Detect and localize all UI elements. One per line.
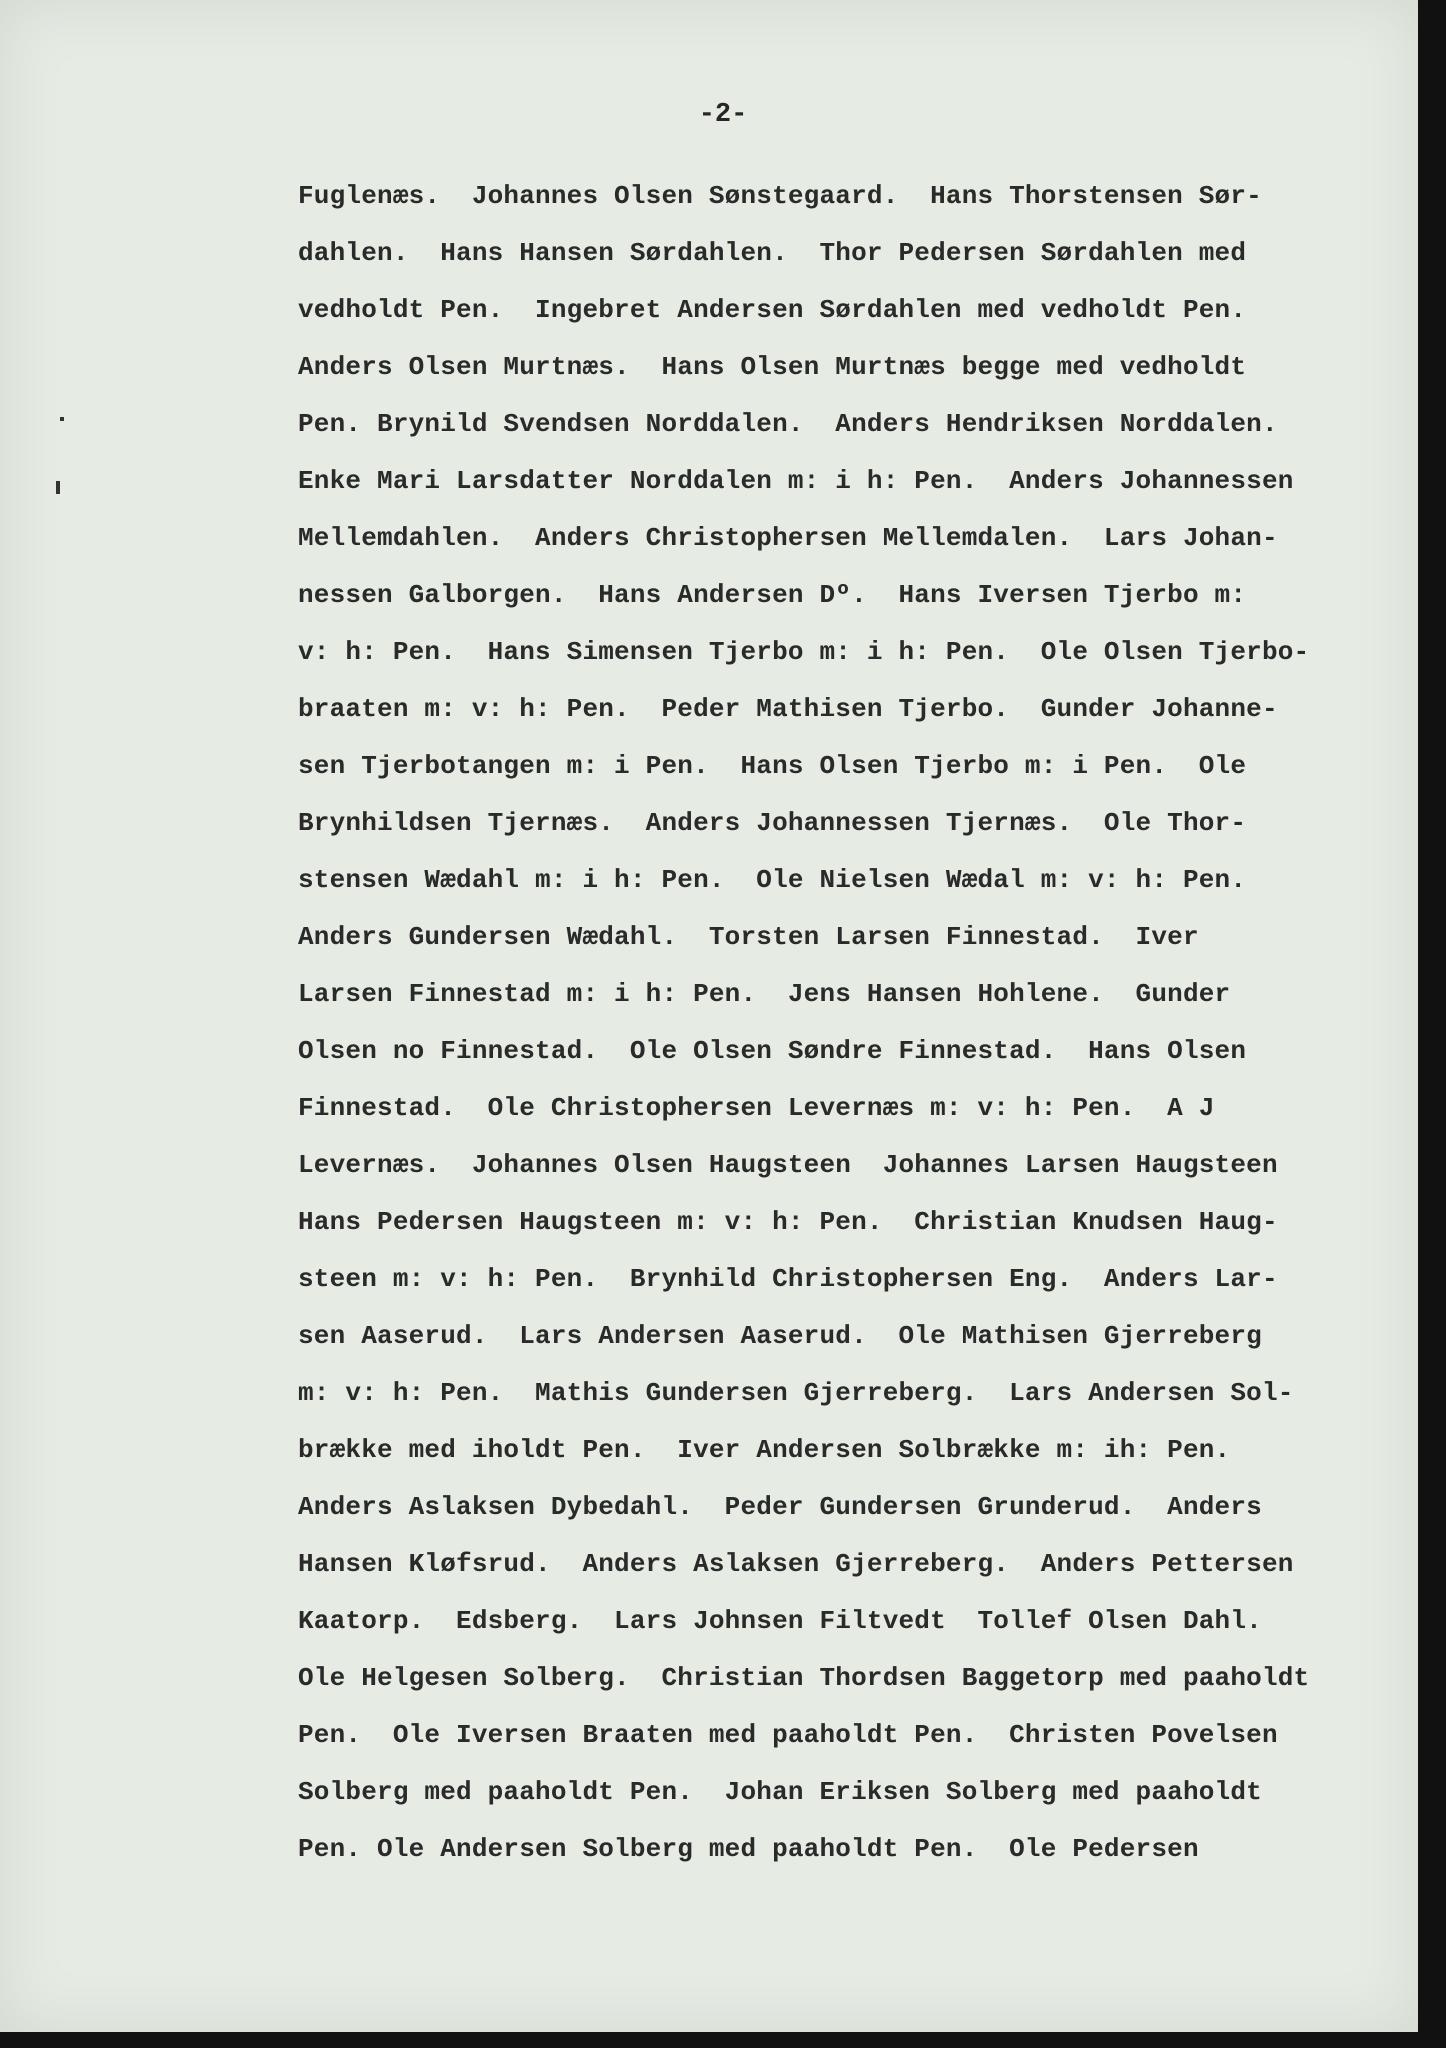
text-line: Anders Olsen Murtnæs. Hans Olsen Murtnæs begge med vedholdt [298, 352, 1247, 382]
text-line: Pen. Ole Andersen Solberg med paaholdt Pen. Ole Pedersen [298, 1834, 1199, 1864]
text-line: Kaatorp. Edsberg. Lars Johnsen Filtvedt Tollef Olsen Dahl. [298, 1606, 1262, 1636]
text-line: braaten m: v: h: Pen. Peder Mathisen Tjerbo. Gunder Johanne- [298, 694, 1278, 724]
text-line: Fuglenæs. Johannes Olsen Sønstegaard. Hans Thorstensen Sør- [298, 181, 1262, 211]
text-line: steen m: v: h: Pen. Brynhild Christophersen Eng. Anders Lar- [298, 1264, 1278, 1294]
text-line: Mellemdahlen. Anders Christophersen Mellemdalen. Lars Johan- [298, 523, 1278, 553]
text-line: Hans Pedersen Haugsteen m: v: h: Pen. Christian Knudsen Haug- [298, 1207, 1278, 1237]
text-line: Pen. Brynild Svendsen Norddalen. Anders Hendriksen Norddalen. [298, 409, 1278, 439]
text-line: stensen Wædahl m: i h: Pen. Ole Nielsen Wædal m: v: h: Pen. [298, 865, 1247, 895]
text-line: sen Tjerbotangen m: i Pen. Hans Olsen Tjerbo m: i Pen. Ole [298, 751, 1247, 781]
text-line: v: h: Pen. Hans Simensen Tjerbo m: i h: Pen. Ole Olsen Tjerbo- [298, 637, 1310, 667]
text-line: Enke Mari Larsdatter Norddalen m: i h: Pen. Anders Johannessen [298, 466, 1294, 496]
text-line: Ole Helgesen Solberg. Christian Thordsen Baggetorp med paaholdt [298, 1663, 1310, 1693]
text-line: m: v: h: Pen. Mathis Gundersen Gjerreberg. Lars Andersen Sol- [298, 1378, 1294, 1408]
text-line: brække med iholdt Pen. Iver Andersen Solbrække m: ih: Pen. [298, 1435, 1231, 1465]
text-line: vedholdt Pen. Ingebret Andersen Sørdahlen med vedholdt Pen. [298, 295, 1247, 325]
text-line: Levernæs. Johannes Olsen Haugsteen Johannes Larsen Haugsteen [298, 1150, 1278, 1180]
text-line: Brynhildsen Tjernæs. Anders Johannessen Tjernæs. Ole Thor- [298, 808, 1247, 838]
text-line: Finnestad. Ole Christophersen Levernæs m: v: h: Pen. A J [298, 1093, 1215, 1123]
text-line: dahlen. Hans Hansen Sørdahlen. Thor Pedersen Sørdahlen med [298, 238, 1247, 268]
typed-text-body [298, 168, 1428, 1878]
text-line: Anders Aslaksen Dybedahl. Peder Gundersen Grunderud. Anders [298, 1492, 1262, 1522]
text-line: Larsen Finnestad m: i h: Pen. Jens Hansen Hohlene. Gunder [298, 979, 1231, 1009]
text-line: sen Aaserud. Lars Andersen Aaserud. Ole Mathisen Gjerreberg [298, 1321, 1262, 1351]
text-line: Hansen Kløfsrud. Anders Aslaksen Gjerreberg. Anders Pettersen [298, 1549, 1294, 1579]
margin-dot-mark [60, 417, 64, 421]
text-line: Pen. Ole Iversen Braaten med paaholdt Pen. Christen Povelsen [298, 1720, 1278, 1750]
text-line: Solberg med paaholdt Pen. Johan Eriksen Solberg med paaholdt [298, 1777, 1262, 1807]
text-line: Olsen no Finnestad. Ole Olsen Søndre Finnestad. Hans Olsen [298, 1036, 1247, 1066]
text-line: Anders Gundersen Wædahl. Torsten Larsen Finnestad. Iver [298, 922, 1199, 952]
margin-tick-mark [56, 481, 60, 494]
text-line: nessen Galborgen. Hans Andersen Dº. Hans Iversen Tjerbo m: [298, 580, 1247, 610]
page-number: -2- [698, 100, 748, 130]
